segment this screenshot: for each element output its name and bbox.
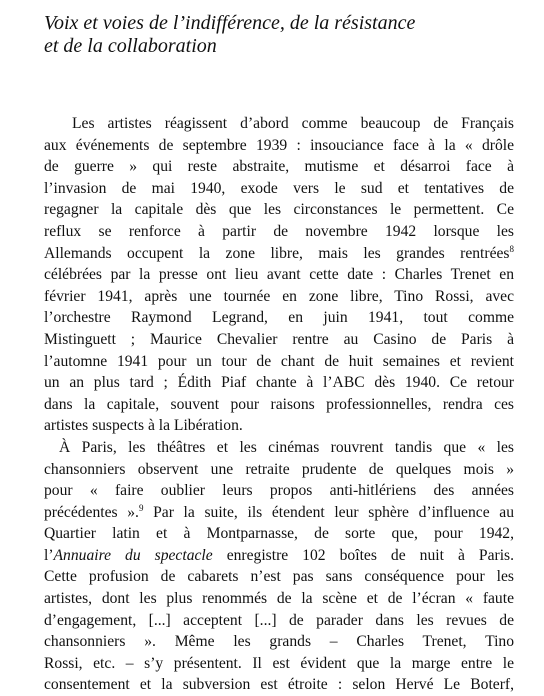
paragraph-line: l’automne 1941 pour un tour de chant de huit semaines et revient	[44, 352, 514, 370]
paragraph-line: aux événements de septembre 1939 : insouciance face à la « drôle	[44, 136, 514, 154]
paragraph-line: février 1941, après une tournée en zone libre, Tino Rossi, avec	[44, 287, 514, 305]
paragraph-line: Les artistes réagissent d’abord comme beaucoup de Français	[72, 115, 514, 132]
paragraph-text: précédentes ».	[44, 503, 139, 521]
section-heading	[44, 12, 514, 58]
paragraph-line: reflux se renforce à partir de novembre 1942 lorsque les	[44, 222, 514, 240]
paragraph-line: l’orchestre Raymond Legrand, en juin 1941, tout comme	[44, 309, 514, 327]
paragraph-line: À Paris, les théâtres et les cinémas rouvrent tandis que « les	[59, 438, 514, 456]
footnote-ref: 9	[138, 502, 144, 513]
paragraph-line: Quartier latin et à Montparnasse, de sorte que, pour 1942,	[44, 525, 514, 543]
paragraph-line: consentement et la subversion est étroite : selon Hervé Le Boterf,	[44, 676, 514, 694]
section-heading-line: Voix et voies de l’indifférence, de la résistance	[44, 12, 416, 34]
paragraph-line: Cette profusion de cabarets n’est pas sans conséquence pour les	[44, 568, 514, 586]
body-text	[44, 113, 514, 696]
paragraph-line: regagner la capitale dès que les circonstances le permettent. Ce	[44, 201, 514, 219]
paragraph-text: enregistre 102 boîtes de nuit à Paris.	[212, 546, 515, 564]
paragraph-line: de guerre » qui reste abstraite, mutisme et désarroi face à	[44, 158, 514, 176]
paragraph-line	[44, 243, 514, 265]
paragraph-line	[44, 502, 514, 524]
paragraph-line: chansonniers observent une retraite prudente de quelques mois »	[44, 460, 514, 478]
paragraph-line: Rossi, etc. – s’y présentent. Il est évident que la marge entre le	[44, 654, 514, 672]
book-title: Annuaire du spectacle	[53, 546, 213, 564]
paragraph-line: chansonniers ». Même les grands – Charles Trenet, Tino	[44, 633, 514, 651]
paragraph-line: d’engagement, [...] acceptent [...] de parader dans les revues de	[44, 611, 514, 629]
footnote-ref: 8	[509, 243, 514, 254]
paragraph-text: Allemands occupent la zone libre, mais les grandes rentrées	[44, 244, 510, 262]
paragraph-line: artistes suspects à la Libération.	[44, 417, 243, 435]
paragraph-line: l’invasion de mai 1940, exode vers le sud et tentatives de	[44, 179, 514, 197]
paragraph-line	[44, 545, 514, 567]
paragraph-line: célébrées par la presse ont lieu avant cette date : Charles Trenet en	[44, 266, 514, 284]
paragraph-line: pour « faire oublier leurs propos anti-hitlériens des années	[44, 482, 514, 500]
paragraph-text: Par la suite, ils étendent leur sphère d’influence au	[143, 503, 514, 521]
paragraph-line: dans la capitale, souvent pour raisons professionnelles, rendra ces	[44, 395, 514, 413]
paragraph-line: Mistinguett ; Maurice Chevalier rentre au Casino de Paris à	[44, 330, 514, 348]
paragraph-line: un an plus tard ; Édith Piaf chante à l’ABC dès 1940. Ce retour	[44, 374, 514, 392]
paragraph-text: l’	[44, 546, 54, 564]
paragraph-line: artistes, dont les plus renommés de la scène et de l’écran « faute	[44, 590, 514, 608]
section-heading-line: et de la collaboration	[44, 35, 217, 57]
